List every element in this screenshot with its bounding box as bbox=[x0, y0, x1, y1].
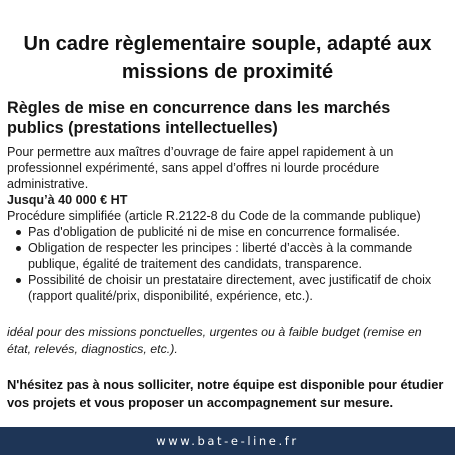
list-item bbox=[14, 272, 449, 304]
bullet-icon bbox=[16, 230, 21, 235]
section-heading: Règles de mise en concurrence dans les marchés publics (prestations intellectuelles) bbox=[7, 99, 391, 137]
website-link[interactable]: www.bat-e-line.fr bbox=[156, 434, 299, 448]
procedure-text: Procédure simplifiée (article R.2122-8 du Code de la commande publique) bbox=[7, 209, 421, 223]
footer-banner bbox=[0, 427, 455, 455]
intro-paragraph: Pour permettre aux maîtres d’ouvrage de faire appel rapidement à un professionnel expérimenté, sans appel d’offres ni lourde procédure administrative. bbox=[7, 145, 394, 191]
threshold-amount: Jusqu’à 40 000 € HT bbox=[7, 193, 128, 207]
call-to-action: N'hésitez pas à nous solliciter, notre équipe est disponible pour étudier vos projets et vous proposer un accompagnement sur mesure. bbox=[7, 377, 444, 410]
list-item bbox=[14, 240, 449, 272]
page-title: Un cadre règlementaire souple, adapté aux missions de proximité bbox=[23, 33, 432, 83]
rules-list bbox=[14, 224, 449, 304]
list-item-text: Obligation de respecter les principes : liberté d’accès à la commande publique, égalité de traitement des candidats, transparence. bbox=[28, 241, 413, 271]
list-item bbox=[14, 224, 449, 240]
bullet-icon bbox=[16, 246, 21, 251]
ideal-note: idéal pour des missions ponctuelles, urgentes ou à faible budget (remise en état, relevés, diagnostics, etc.). bbox=[7, 325, 422, 356]
list-item-text: Possibilité de choisir un prestataire directement, avec justificatif de choix (rapport qualité/prix, disponibilité, expérience, etc.). bbox=[28, 273, 432, 303]
list-item-text: Pas d'obligation de publicité ni de mise en concurrence formalisée. bbox=[28, 225, 401, 239]
bullet-icon bbox=[16, 278, 21, 283]
